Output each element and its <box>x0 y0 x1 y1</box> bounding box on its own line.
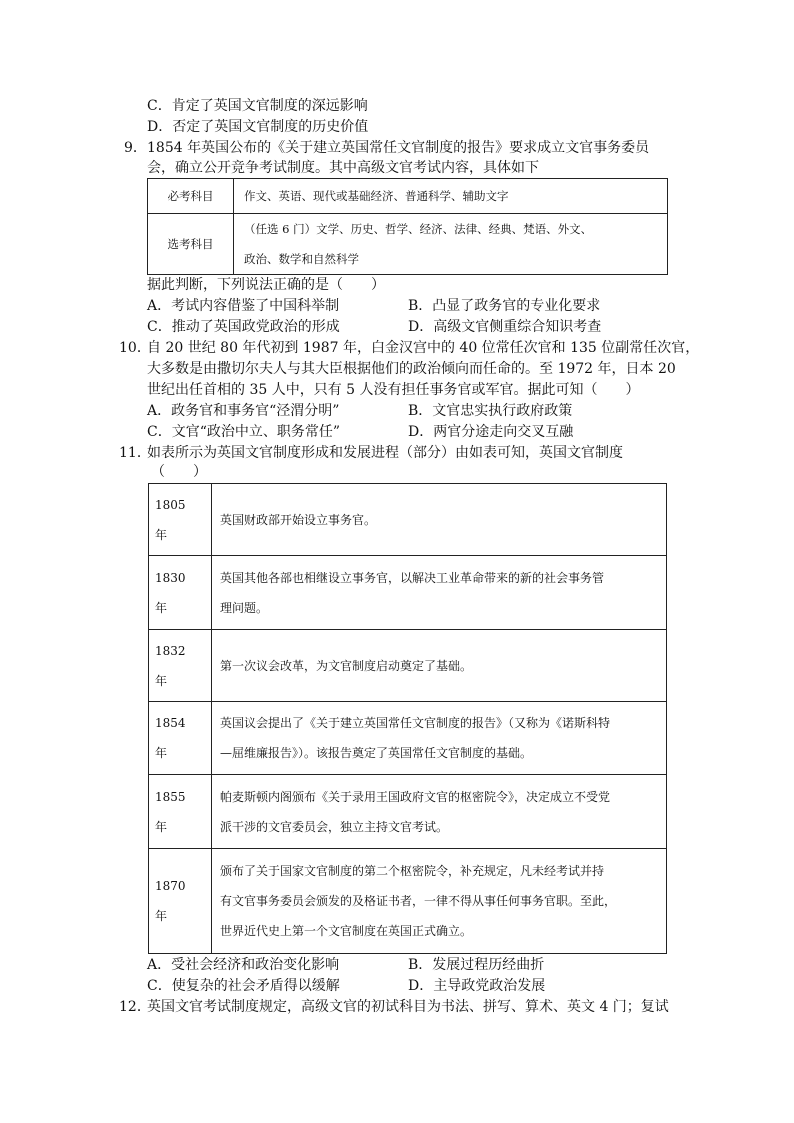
year-number: 1870 <box>155 879 186 893</box>
year-cell <box>149 556 212 630</box>
year-unit: 年 <box>155 673 168 688</box>
q11-options-row2 <box>147 976 687 996</box>
q11-options-row1 <box>147 955 687 975</box>
q11-option-b: B．发展过程历经曲折 <box>408 957 545 973</box>
table-row <box>149 702 667 775</box>
q9-stem-line1: 1854 年英国公布的《关于建立英国常任文官制度的报告》要求成立文官事务委员 <box>147 140 650 156</box>
year-number: 1855 <box>155 789 186 804</box>
table-row <box>149 849 667 954</box>
q11-option-a: A．受社会经济和政治变化影响 <box>147 957 340 973</box>
q10-option-b: B．文官忠实执行政府政策 <box>408 403 573 419</box>
event-line1: 颁布了关于国家文官制度的第二个枢密院令，补充规定，凡未经考试并持 <box>220 864 605 878</box>
event-line1: 英国议会提出了《关于建立英国常任文官制度的报告》（又称为《诺斯科特 <box>220 716 611 730</box>
table-row <box>149 484 667 556</box>
elective-line1: （任选 6 门）文学、历史、哲学、经济、法律、经典、梵语、外文、 <box>244 222 593 236</box>
year-unit: 年 <box>155 600 168 615</box>
q10-stem-line1: 自 20 世纪 80 年代初到 1987 年，白金汉宫中的 40 位常任次官和 135 位副常任次官， <box>147 340 700 356</box>
q10-options-row2 <box>147 422 687 442</box>
q12-number: 12． <box>119 999 151 1015</box>
elective-line2: 政治、数学和自然科学 <box>244 252 359 266</box>
event-line2: 理问题。 <box>220 600 269 615</box>
year-number: 1830 <box>155 570 186 585</box>
table-row <box>149 556 667 630</box>
year-cell <box>149 849 212 954</box>
elective-subjects-content <box>234 214 668 275</box>
q9-subject-table <box>147 178 668 275</box>
year-number: 1805 <box>155 497 186 512</box>
q11-option-d: D．主导政党政治发展 <box>408 978 546 994</box>
q9-option-c: C．推动了英国政党政治的形成 <box>147 319 340 335</box>
q9-options-row1 <box>147 296 687 316</box>
q9-stem-line2: 会，确立公开竞争考试制度。其中高级文官考试内容，具体如下 <box>147 160 539 176</box>
q9-options-row2 <box>147 317 687 337</box>
q9-question: 据此判断，下列说法正确的是（ ） <box>147 277 385 293</box>
event-line2: —屈维廉报告》）。该报告奠定了英国常任文官制度的基础。 <box>220 746 533 760</box>
q10-options-row1 <box>147 401 687 421</box>
year-number: 1854 <box>155 716 186 730</box>
event-line1: 英国其他各部也相继设立事务官，以解决工业革命带来的新的社会事务管 <box>220 570 605 585</box>
event-cell <box>212 775 667 849</box>
q9-number: 9． <box>124 140 147 156</box>
q8-option-d: D．否定了英国文官制度的历史价值 <box>147 119 369 135</box>
event-cell <box>212 556 667 630</box>
table-row <box>149 775 667 849</box>
event-line2: 有文官事务委员会颁发的及格证书者，一律不得从事任何事务官职。至此， <box>220 894 617 908</box>
year-number: 1832 <box>155 643 186 658</box>
event-cell <box>212 702 667 775</box>
table-row <box>149 630 667 702</box>
year-unit: 年 <box>155 746 168 760</box>
q12-stem-line1: 英国文官考试制度规定，高级文官的初试科目为书法、拼写、算术、英文 4 门；复试 <box>147 999 669 1015</box>
q11-option-c: C．使复杂的社会矛盾得以缓解 <box>147 978 340 994</box>
q10-option-a: A．政务官和事务官“泾渭分明” <box>147 403 340 419</box>
q8-option-c: C．肯定了英国文官制度的深远影响 <box>147 98 368 114</box>
year-unit: 年 <box>155 527 168 542</box>
event-line1: 英国财政部开始设立事务官。 <box>220 512 377 527</box>
event-line3: 世界近代史上第一个文官制度在英国正式确立。 <box>220 924 473 938</box>
year-unit: 年 <box>155 909 168 923</box>
q9-option-b: B．凸显了政务官的专业化要求 <box>408 298 601 314</box>
table-row <box>148 214 668 275</box>
q10-number: 10． <box>119 340 151 356</box>
year-cell <box>149 484 212 556</box>
q9-option-d: D．高级文官侧重综合知识考查 <box>408 319 602 335</box>
year-cell <box>149 630 212 702</box>
table-row <box>148 179 668 214</box>
q11-stem-line1: 如表所示为英国文官制度形成和发展进程（部分）由如表可知，英国文官制度 <box>147 445 623 461</box>
event-line1: 第一次议会改革，为文官制度启动奠定了基础。 <box>220 658 473 673</box>
q11-history-table <box>148 483 667 954</box>
elective-subjects-head: 选考科目 <box>148 214 234 275</box>
q10-stem-line3: 世纪出任首相的 35 人中，只有 5 人没有担任事务官或军官。据此可知（ ） <box>147 382 640 398</box>
event-cell <box>212 849 667 954</box>
q10-option-c: C．文官“政治中立、职务常任” <box>147 424 341 440</box>
year-unit: 年 <box>155 819 168 834</box>
event-line1: 帕麦斯顿内阁颁布《关于录用王国政府文官的枢密院令》，决定成立不受党 <box>220 789 611 804</box>
year-cell <box>149 775 212 849</box>
required-subjects-content: 作文、英语、现代或基础经济、普通科学、辅助文字 <box>234 179 668 214</box>
required-subjects-head: 必考科目 <box>148 179 234 214</box>
q11-stem-line2: （ ） <box>151 464 207 480</box>
event-line2: 派干涉的文官委员会，独立主持文官考试。 <box>220 819 449 834</box>
event-cell <box>212 484 667 556</box>
q9-option-a: A．考试内容借鉴了中国科举制 <box>147 298 340 314</box>
q10-option-d: D．两官分途走向交叉互融 <box>408 424 574 440</box>
event-cell <box>212 630 667 702</box>
q11-number: 11． <box>119 445 151 461</box>
q10-stem-line2: 大多数是由撒切尔夫人与其大臣根据他们的政治倾向而任命的。至 1972 年，日本 20 <box>147 361 676 377</box>
year-cell <box>149 702 212 775</box>
